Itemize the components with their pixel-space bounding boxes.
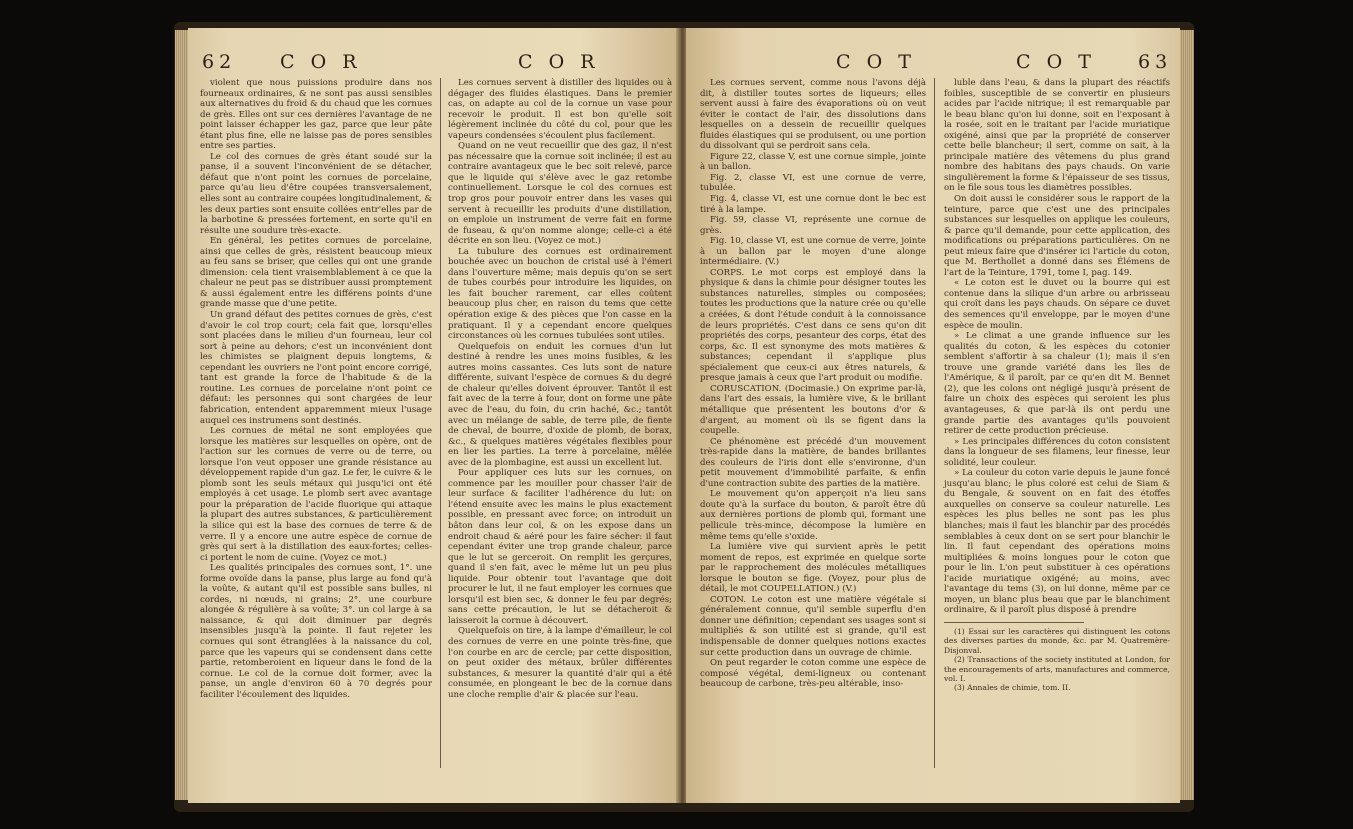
paragraph: La tubulure des cornues est ordinairement bouchée avec un bouchon de cristal usé à l'émeri dans l'ouverture même; mais depuis qu'on se sert de tubes courbés pour introduire les liquides, on les fait boucher rarement, car elles coûtent beaucoup plus cher, en raison du tems que cette opération exige & des pièces que l'on casse en la pratiquant. Il y a cependant encore quelques circonstances où les cornues tubulées sont utiles. <box>448 246 672 342</box>
left-column-1 <box>200 78 432 700</box>
column-divider <box>934 78 935 768</box>
paragraph: Fig. 59, classe VI, représente une cornue de grès. <box>700 215 926 236</box>
right-page-edges <box>1180 30 1194 800</box>
left-running-head-2: C O R <box>518 51 600 73</box>
paragraph: CORPS. Le mot corps est employé dans la physique & dans la chimie pour désigner toutes les substances naturelles, simples ou composées; toutes les productions que la nature crée ou qu'elle a créées, & dont l'étude conduit à la connoissance de leurs propriétés. C'est dans ce sens qu'on dit propriétés des corps, pesanteur des corps, état des corps, &c. Il est synonyme des mots matières & substances; cependant il s'applique plus spécialement que ceux-ci aux êtres naturels, & presque jamais à ceux que l'art produit ou modifie. <box>700 267 926 384</box>
paragraph: Les cornues de métal ne sont employées que lorsque les matières sur lesquelles on opère, ont de l'action sur les cornues de verre ou de terre, ou lorsque l'on veut opposer une grande résistance au développement rapide d'un gaz. Le fer, le cuivre & le plomb sont les seuls métaux qui jusqu'ici ont été employés à cet usage. Le plomb sert avec avantage pour la préparation de l'acide fluorique qui attaque la plupart des autres substances, & particulièrement la silice qui est la base des cornues de terre & de verre. Il y a encore une autre espèce de cornue de grès qui sert à la distillation des eaux-fortes; celles-ci portent le nom de cuine. (Voyez ce mot.) <box>200 426 432 563</box>
left-column-2 <box>448 78 672 700</box>
paragraph: » La couleur du coton varie depuis le jaune foncé jusqu'au blanc; le plus coloré est celui de Siam & du Bengale, & souvent on en fait des étoffes auxquelles on conserve sa couleur naturelle. Les espèces les plus belles ne sont pas les plus blanches; mais il faut les blanchir par des procédés semblables à ceux dont on se sert pour blanchir le lin. Il faut cependant des opérations moins multipliées & moins longues pour le coton que pour le lin. L'on peut substituer à ces opérations l'acide muriatique oxigéné; au moins, avec l'avantage du tems (3), on lui donne, même par ce moyen, un blanc plus beau que par le blanchiment ordinaire, & il paroît plus disposé à prendre <box>944 468 1170 616</box>
paragraph: Les qualités principales des cornues sont, 1°. une forme ovoïde dans la panse, plus large au fond qu'à la voûte, & autant qu'il est possible sans bulles, ni cordes, ni nœuds, ni grains; 2°. une courbure alongée & régulière à sa voûte; 3°. un col large à sa naissance, & qui doit diminuer par degrés insensibles jusqu'à la pointe. Il faut rejeter les cornues qui sont étranglées à la naissance du col, parce que les vapeurs qui se condensent dans cette partie, retomberoient en liqueur dans le fond de la cornue. Le col de la cornue doit former, avec la panse, un angle d'environ 60 à 70 degrés pour faciliter l'écoulement des liquides. <box>200 563 432 700</box>
paragraph: Figure 22, classe V, est une cornue simple, jointe à un ballon. <box>700 151 926 173</box>
paragraph: Pour appliquer ces luts sur les cornues, on commence par les mouiller pour chasser l'air de leur surface & faciliter l'adhérence du lut: on l'étend ensuite avec les mains le plus exactement possible, en pressant avec force; on introduit un bâton dans leur col, & on les expose dans un endroit chaud & aéré pour les faire sécher: il faut cependant éviter une trop grande chaleur, parce que le lut se gerceroit. On remplit les gerçures, quand il s'en fait, avec le même lut un peu plus liquide. Pour obtenir tout l'avantage que doit procurer le lut, il ne faut employer les cornues que lorsqu'il est bien sec, & donner le feu par degrés; sans cette précaution, le lut se détacheroit & laisseroit la cornue à découvert. <box>448 468 672 626</box>
paragraph: Le col des cornues de grès étant soudé sur la panse, il a souvent l'inconvénient de se détacher, défaut que n'ont point les cornues de porcelaine, parce qu'au lieu d'être coupées transversalement, elles sont au contraire coupées longitudinalement, & les deux parties sont ensuite collées entr'elles par de la barbotine & pressées fortement, en sorte qu'il en résulte une soudure très-exacte. <box>200 151 432 236</box>
paragraph: Quelquefois on enduit les cornues d'un lut destiné à rendre les unes moins fusibles, & les autres moins cassantes. Ces luts sont de nature différente, suivant l'espèce de cornues & du degré de chaleur qu'elles doivent éprouver. Tantôt il est fait avec de la terre à four, dont on forme une pâte avec de l'eau, du foin, du crin haché, &c.; tantôt avec un mélange de sable, de terre pile, de fiente de cheval, de bourre, d'oxide de plomb, de borax, &c., & quelques matières végétales flexibles pour en lier les parties. La terre à porcelaine, mêlée avec de la plombagine, est aussi un excellent lut. <box>448 341 672 468</box>
footnote: (3) Annales de chimie, tom. II. <box>954 683 1071 693</box>
paragraph: » Le climat a une grande influence sur les qualités du coton, & les espèces du cotonier semblent s'affortir à sa chaleur (1); mais il s'en trouve une grande variété dans les îles de l'Amérique, & il paroît, par ce qu'en dit M. Bennet (2), que les colons ont négligé jusqu'à présent de faire un choix des espèces qui seroient les plus avantageuses, & que par-là ils ont perdu une grande partie des avantages qu'ils pouvoient retirer de cette production précieuse. <box>944 331 1170 437</box>
paragraph: Quelquefois on tire, à la lampe d'émailleur, le col des cornues de verre en une pointe très-fine, que l'on courbe en arc de cercle; par cette disposition, on peut oxider des métaux, brûler différentes substances, & mesurer la quantité d'air qui a été consumée, en plongeant le bec de la cornue dans une cloche remplie d'air & placée sur l'eau. <box>448 626 672 700</box>
paragraph: La lumière vive qui survient après le petit moment de repos, est exprimée en quelque sorte par le rapprochement des molécules métalliques lorsque le bouton se fige. (Voyez, pour plus de détail, le mot COUPELLATION.) (V.) <box>700 542 926 595</box>
paragraph: luble dans l'eau, & dans la plupart des réactifs foibles, susceptible de se convertir en plusieurs acides par l'acide nitrique; il est remarquable par le beau blanc qu'on lui donne, soit en l'exposant à la rosée, soit en le traitant par l'acide muriatique oxigéné, ainsi que par la propriété de conserver cette belle blancheur; il sert, comme on sait, à la principale matière des vêtemens du plus grand nombre des habitans des pays chauds. On varie singulièrement la forme & l'épaisseur de ses tissus, on le file sous tous les diamètres possibles. <box>944 78 1170 194</box>
left-running-head-1: C O R <box>280 51 362 73</box>
footnote: (1) Essai sur les caractères qui distinguent les cotons des diverses parties du monde, &c. par M. Quatremère-Disjonval. <box>944 626 1170 655</box>
paragraph: Quand on ne veut recueillir que des gaz, il n'est pas nécessaire que la cornue soit inclinée; il est au contraire avantageux que le bec soit relevé, parce que le liquide qui s'élève avec le gaz retombe continuellement. Lorsque le col des cornues est trop gros pour pouvoir entrer dans les vases qui servent à recueillir les produits d'une distillation, on emploie un instrument de verre fait en forme de fuseau, & qu'on nomme alonge; celle-ci a été décrite en son lieu. (Voyez ce mot.) <box>448 141 672 247</box>
paragraph: En général, les petites cornues de porcelaine, ainsi que celles de grès, résistent beaucoup mieux au feu sans se briser, que celles qui ont une grande dimension: cela tient vraisemblablement à ce que la chaleur ne peut pas se distribuer aussi promptement & aussi également entre les différens points d'une grande masse que d'une petite. <box>200 236 432 310</box>
right-running-head-2: C O T <box>1016 51 1096 73</box>
paragraph: violent que nous puissions produire dans nos fourneaux ordinaires, & ne sont pas aussi sensibles aux alternatives du froid & du chaud que les cornues de grès. Elles ont sur ces dernières l'avantage de ne point laisser échapper les gaz, parce que leur pâte étant plus fine, elle ne laisse pas de pores sensibles entre ses parties. <box>200 78 432 152</box>
right-page-number: 63 <box>1138 51 1173 73</box>
paragraph: « Le coton est le duvet ou la bourre qui est contenue dans la silique d'un arbre ou arbrisseau qui croît dans les pays chauds. On sépare ce duvet des semences qu'il enveloppe, par le moyen d'une espèce de moulin. <box>944 278 1170 331</box>
paragraph: On doit aussi le considérer sous le rapport de la teinture, parce que c'est une des principales substances sur lesquelles on applique les couleurs, & parce qu'il demande, pour cette application, des modifications ou préparations particulières. On ne peut mieux faire que d'insérer ici l'article du coton, que M. Berthollet a donné dans ses Élémens de l'art de la Teinture, 1791, tome I, pag. 149. <box>944 194 1170 278</box>
paragraph: Fig. 10, classe VI, est une cornue de verre, jointe à un ballon par le moyen d'une alonge intermédiaire. (V.) <box>700 236 926 268</box>
paragraph: Les cornues servent à distiller des liquides ou à dégager des fluides élastiques. Dans le premier cas, on adapte au col de la cornue un vase pour recevoir le produit. Il est bon qu'elle soit légèrement inclinée du côté du col, pour que les vapeurs condensées s'écoulent plus facilement. <box>448 78 672 141</box>
paragraph: Le mouvement qu'on apperçoit n'a lieu sans doute qu'à la surface du bouton, & paroît être dû aux dernières portions de plomb qui, formant une pellicule très-mince, décompose la lumière en même tems qu'elle s'oxide. <box>700 489 926 542</box>
right-column-1 <box>700 78 926 690</box>
paragraph: Un grand défaut des petites cornues de grès, c'est d'avoir le col trop court; cela fait que, lorsqu'elles sont placées dans le milieu d'un fourneau, leur col sort à peine au dehors; c'est un inconvénient dont les chimistes se plaignent depuis longtems, & cependant les ouvriers ne l'ont point encore corrigé, tant est grande la force de l'habitude & de la routine. Les cornues de porcelaine n'ont point ce défaut: les personnes qui sont chargées de leur fabrication, entendent apparemment mieux l'usage auquel ces instrumens sont destinés. <box>200 310 432 426</box>
paragraph: COTON. Le coton est une matière végétale si généralement connue, qu'il semble superflu d'en donner une définition; cependant ses usages sont si multipliés & son utilité est si grande, qu'il est indispensable de donner quelques notions exactes sur cette production dans un ouvrage de chimie. <box>700 594 926 658</box>
right-column-2 <box>944 78 1170 693</box>
left-page-edges <box>175 30 189 800</box>
paragraph: Ce phénomène est précédé d'un mouvement très-rapide dans la matière, de bandes brillantes des couleurs de l'iris dont elle s'environne, d'un petit mouvement d'immobilité parfaite, & enfin d'une contraction subite des parties de la matière. <box>700 436 926 489</box>
left-page <box>188 28 680 803</box>
left-page-number: 62 <box>202 51 237 73</box>
paragraph: » Les principales différences du coton consistent dans la longueur de ses filamens, leur finesse, leur solidité, leur couleur. <box>944 436 1170 468</box>
column-divider <box>440 78 441 768</box>
paragraph: Les cornues servent, comme nous l'avons déjà dit, à distiller toutes sortes de liqueurs; elles servent aussi à faire des évaporations où on veut éviter le contact de l'air, des dissolutions dans lesquelles on a dessein de recueillir quelques fluides élastiques qui se produisent, ou une portion du dissolvant qui se perdroit sans cela. <box>700 78 926 152</box>
paragraph: Fig. 4, classe VI, est une cornue dont le bec est tiré à la lampe. <box>700 194 926 215</box>
footnote: (2) Transactions of the society instituted at London, for the encouragements of arts, manufactures and commerce, vol. I. <box>944 655 1170 683</box>
footnote-rule <box>944 622 1084 623</box>
right-page <box>686 28 1180 803</box>
paragraph: On peut regarder le coton comme une espèce de composé végétal, demi-ligneux ou contenant beaucoup de carbone, très-peu altérable, inso- <box>700 658 926 690</box>
paragraph: Fig. 2, classe VI, est une cornue de verre, tubulée. <box>700 172 926 194</box>
right-running-head-1: C O T <box>836 51 916 73</box>
paragraph: CORUSCATION. (Docimasie.) On exprime par-là, dans l'art des essais, la lumière vive, & le brillant métallique que présentent les boutons d'or & d'argent, au moment où ils se figent dans la coupelle. <box>700 383 926 437</box>
